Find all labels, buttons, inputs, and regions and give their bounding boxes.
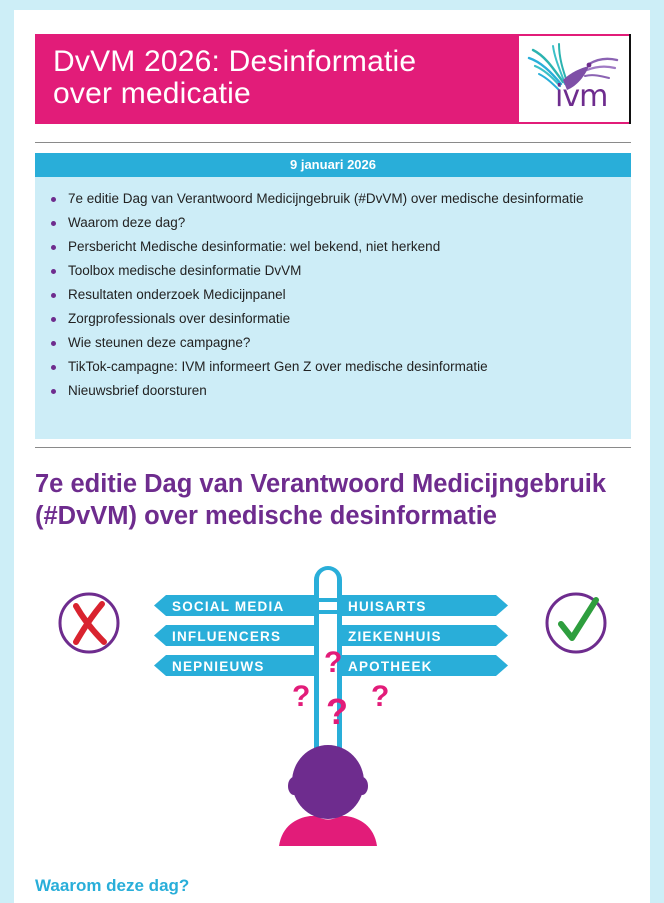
section-heading-waarom: Waarom deze dag? (35, 876, 190, 895)
question-mark-1: ? (324, 646, 343, 679)
toc-list (35, 177, 631, 403)
toc-link-zorgprofessionals[interactable]: Zorgprofessionals over desinformatie (49, 307, 617, 331)
table-of-contents (35, 153, 631, 439)
toc-link-waarom[interactable]: Waarom deze dag? (49, 211, 617, 235)
banner-title (53, 46, 513, 110)
logo-text: ivm (555, 79, 608, 114)
toc-link-dvvm-editie[interactable]: 7e editie Dag van Verantwoord Medicijngebruik (#DvVM) over medische desinformatie (49, 187, 617, 211)
right-choice-icon (547, 594, 605, 652)
toc-link-tiktok[interactable]: TikTok-campagne: IVM informeert Gen Z over medische desinformatie (49, 355, 617, 379)
divider-middle (35, 447, 631, 448)
toc-link-toolbox[interactable]: Toolbox medische desinformatie DvVM (49, 259, 617, 283)
article-headline: 7e editie Dag van Verantwoord Medicijngebruik (#DvVM) over medische desinformatie (35, 470, 607, 530)
sign-influencers: INFLUENCERS (172, 629, 282, 644)
sign-apotheek: APOTHEEK (348, 659, 433, 674)
question-mark-4: ? (326, 691, 348, 732)
newsletter-page (14, 10, 650, 903)
ivm-logo (519, 36, 629, 122)
question-mark-3: ? (371, 680, 390, 713)
toc-link-doorsturen[interactable]: Nieuwsbrief doorsturen (49, 379, 617, 403)
sign-nepnieuws: NEPNIEUWS (172, 659, 265, 674)
wrong-choice-icon (60, 594, 118, 652)
desinformation-illustration (34, 550, 630, 850)
person-head-icon (279, 745, 377, 846)
toc-link-resultaten[interactable]: Resultaten onderzoek Medicijnpanel (49, 283, 617, 307)
sign-social-media: SOCIAL MEDIA (172, 599, 285, 614)
question-mark-2: ? (292, 680, 311, 713)
banner-title-line-2: over medicatie (53, 77, 251, 110)
toc-link-steunen[interactable]: Wie steunen deze campagne? (49, 331, 617, 355)
sign-ziekenhuis: ZIEKENHUIS (348, 629, 442, 644)
newsletter-date: 9 januari 2026 (35, 153, 631, 177)
sign-huisarts: HUISARTS (348, 599, 427, 614)
banner-title-line-1: DvVM 2026: Desinformatie (53, 45, 417, 78)
divider-top (35, 142, 631, 143)
toc-link-persbericht[interactable]: Persbericht Medische desinformatie: wel bekend, niet herkend (49, 235, 617, 259)
header-banner (35, 34, 631, 124)
